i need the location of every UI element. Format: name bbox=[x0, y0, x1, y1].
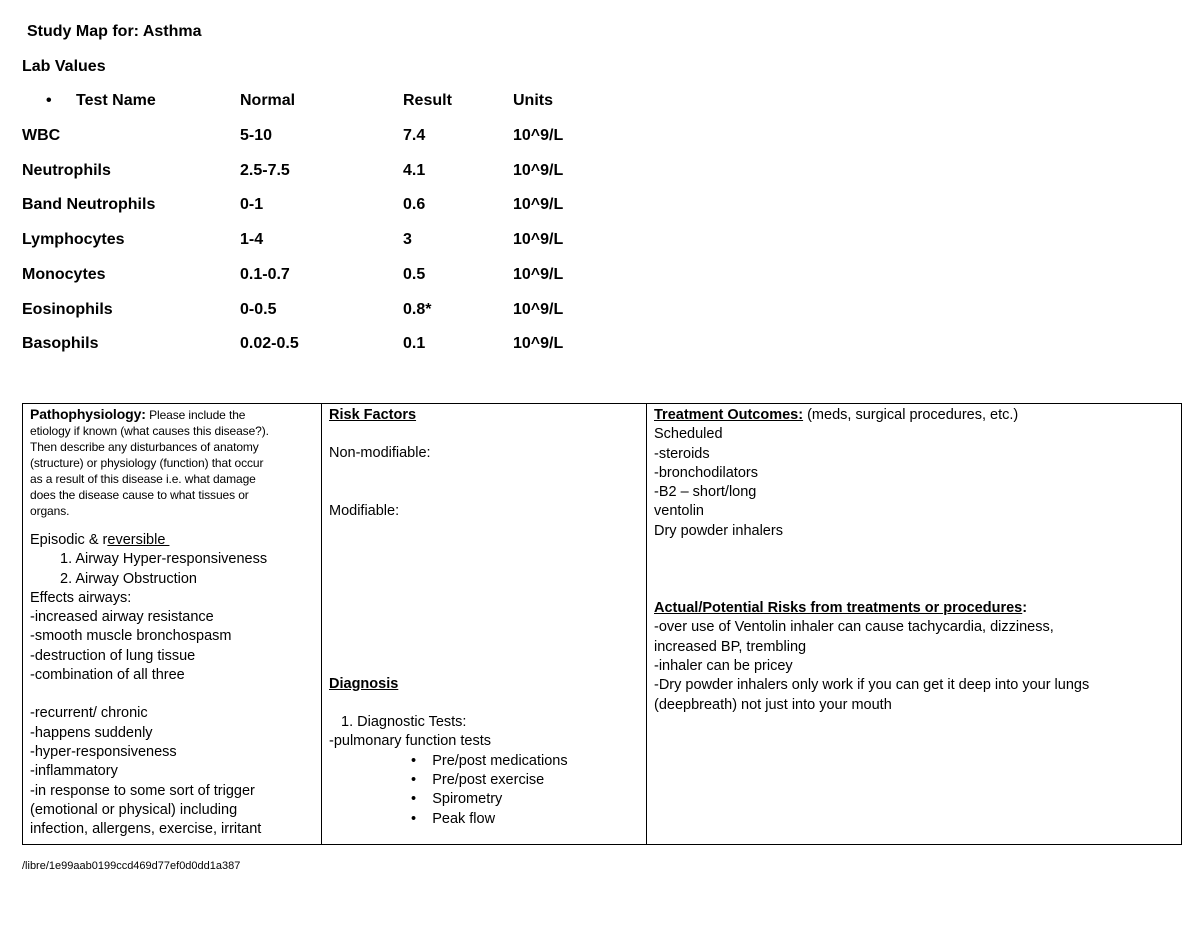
lab-test-name: Lymphocytes bbox=[22, 231, 125, 249]
study-map-table bbox=[22, 403, 1182, 845]
treatment-heading-note: (meds, surgical procedures, etc.) bbox=[803, 407, 1019, 423]
risks-heading: Actual/Potential Risks from treatments or procedures bbox=[654, 600, 1023, 617]
lab-row bbox=[0, 162, 700, 184]
lab-values-heading: Lab Values bbox=[22, 58, 106, 75]
header-test-name: Test Name bbox=[76, 92, 156, 109]
lab-normal: 0-0.5 bbox=[240, 300, 277, 318]
lab-test-name: Band Neutrophils bbox=[22, 196, 156, 214]
lab-units: 10^9/L bbox=[513, 265, 564, 283]
lab-result: 7.4 bbox=[403, 127, 426, 144]
diagnostic-tests-item: 1. Diagnostic Tests: bbox=[341, 714, 467, 731]
lab-normal: 2.5-7.5 bbox=[240, 161, 290, 179]
header-normal: Normal bbox=[240, 92, 296, 109]
effects-line: -combination of all three bbox=[30, 667, 185, 684]
diag-bullet-item: • Pre/post exercise bbox=[411, 772, 545, 789]
feature-line: -hyper-responsiveness bbox=[30, 743, 177, 760]
lab-normal: 0-1 bbox=[240, 196, 264, 214]
lab-test-name: Basophils bbox=[22, 335, 99, 353]
header-result: Result bbox=[403, 92, 452, 109]
lab-test-name: Eosinophils bbox=[22, 300, 113, 318]
page-title: Study Map for: Asthma bbox=[27, 23, 202, 40]
lab-normal: 5-10 bbox=[240, 127, 273, 144]
risks-heading-line: Actual/Potential Risks from treatments or procedures: bbox=[654, 600, 1028, 617]
treatment-line: -bronchodilators bbox=[654, 464, 758, 481]
treatment-outcomes-cell bbox=[647, 404, 1182, 845]
lab-result: 0.5 bbox=[403, 265, 426, 283]
patho-prompt-line: as a result of this disease i.e. what damage bbox=[30, 472, 256, 486]
lab-units: 10^9/L bbox=[513, 127, 564, 144]
risk-line: -inhaler can be pricey bbox=[654, 657, 793, 674]
non-modifiable-label: Non-modifiable: bbox=[329, 445, 431, 462]
patho-label: Pathophysiology: bbox=[30, 406, 146, 422]
lab-test-name: WBC bbox=[22, 127, 61, 144]
risk-line: -over use of Ventolin inhaler can cause tachycardia, dizziness, bbox=[654, 619, 1054, 636]
treatment-line: -B2 – short/long bbox=[654, 484, 757, 501]
bullet-icon: • bbox=[46, 92, 52, 109]
patho-prompt-line: does the disease cause to what tissues or bbox=[30, 488, 249, 502]
risk-line: -Dry powder inhalers only work if you can get it deep into your lungs bbox=[654, 677, 1090, 694]
patho-prompt-line: (structure) or physiology (function) that occur bbox=[30, 456, 264, 470]
lab-result: 0.6 bbox=[403, 196, 426, 214]
risk-factors-cell bbox=[322, 404, 647, 845]
feature-line: (emotional or physical) including bbox=[30, 801, 238, 818]
lab-row bbox=[0, 301, 700, 323]
effects-line: -increased airway resistance bbox=[30, 609, 214, 626]
risk-line: increased BP, trembling bbox=[654, 638, 807, 655]
lab-units: 10^9/L bbox=[513, 300, 564, 318]
header-units: Units bbox=[513, 92, 553, 109]
numbered-item: 2. Airway Obstruction bbox=[60, 570, 197, 587]
diag-bullet-item: • Pre/post medications bbox=[411, 752, 568, 769]
modifiable-label: Modifiable: bbox=[329, 502, 400, 519]
treatment-heading: Treatment Outcomes: bbox=[654, 407, 804, 423]
lab-row bbox=[0, 196, 700, 218]
pft-line: -pulmonary function tests bbox=[329, 733, 491, 750]
lab-normal: 0.1-0.7 bbox=[240, 265, 290, 283]
lab-result: 0.1 bbox=[403, 335, 426, 353]
treatment-heading-line bbox=[654, 406, 1174, 425]
lab-result: 3 bbox=[403, 231, 412, 249]
treatment-line: Scheduled bbox=[654, 426, 723, 443]
feature-line: -happens suddenly bbox=[30, 724, 153, 741]
patho-prompt-text: Please include the bbox=[149, 408, 246, 422]
lab-header-row bbox=[0, 92, 700, 114]
lab-test-name: Monocytes bbox=[22, 265, 106, 283]
lab-units: 10^9/L bbox=[513, 231, 564, 249]
patho-prompt-line: Then describe any disturbances of anatomy bbox=[30, 440, 259, 454]
effects-line: -destruction of lung tissue bbox=[30, 647, 196, 664]
lab-row bbox=[0, 335, 700, 357]
feature-line: -in response to some sort of trigger bbox=[30, 782, 255, 799]
diag-bullet-item: • Peak flow bbox=[411, 810, 496, 827]
lab-row bbox=[0, 127, 700, 149]
lab-test-name: Neutrophils bbox=[22, 161, 111, 179]
lab-row bbox=[0, 231, 700, 253]
risk-line: (deepbreath) not just into your mouth bbox=[654, 696, 892, 713]
pathophysiology-cell bbox=[23, 404, 322, 845]
diag-bullet-item: • Spirometry bbox=[411, 791, 503, 808]
lab-units: 10^9/L bbox=[513, 335, 564, 353]
feature-line: infection, allergens, exercise, irritant bbox=[30, 821, 262, 838]
lab-normal: 1-4 bbox=[240, 231, 264, 249]
treatment-line: -steroids bbox=[654, 445, 710, 462]
effects-line: Effects airways: bbox=[30, 589, 132, 606]
patho-prompt-line: organs. bbox=[30, 504, 70, 518]
treatment-line: ventolin bbox=[654, 503, 704, 520]
feature-line: -recurrent/ chronic bbox=[30, 705, 148, 722]
effects-line: -smooth muscle bronchospasm bbox=[30, 628, 232, 645]
lab-normal: 0.02-0.5 bbox=[240, 335, 299, 353]
episodic-line: Episodic & reversible bbox=[30, 532, 170, 548]
lab-units: 10^9/L bbox=[513, 161, 564, 179]
treatment-line: Dry powder inhalers bbox=[654, 522, 783, 539]
patho-prompt-first-line bbox=[30, 406, 314, 423]
diagnosis-heading: Diagnosis bbox=[329, 675, 399, 692]
lab-result: 0.8* bbox=[403, 300, 432, 318]
lab-units: 10^9/L bbox=[513, 196, 564, 214]
patho-prompt-line: etiology if known (what causes this disease?). bbox=[30, 424, 269, 438]
footer-path: /libre/1e99aab0199ccd469d77ef0d0dd1a387 bbox=[22, 860, 241, 872]
numbered-item: 1. Airway Hyper-responsiveness bbox=[60, 551, 268, 568]
feature-line: -inflammatory bbox=[30, 763, 118, 780]
lab-result: 4.1 bbox=[403, 161, 426, 179]
lab-row bbox=[0, 266, 700, 288]
risk-factors-heading: Risk Factors bbox=[329, 407, 417, 423]
